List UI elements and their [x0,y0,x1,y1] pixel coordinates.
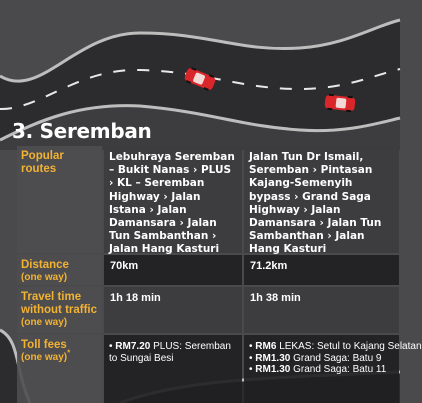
label-distance [17,255,102,285]
page-title: 3. Seremban [12,119,152,143]
route1-tolls [104,335,242,403]
red-car-icon [324,93,356,112]
label-distance-sub: (one way) [21,272,68,283]
route2-toll-desc: Grand Saga: Batu 9 [290,352,382,364]
route2-distance-text: 71.2km [250,260,288,272]
label-travel-time [17,287,102,333]
label-travel-time-text: Travel time without traffic [21,291,98,316]
route2-toll-desc: LEKAS: Setul to Kajang Selatan [276,341,422,352]
route2-toll-desc: Grand Saga: Batu 11 [290,364,387,375]
route1-distance-text: 70km [110,260,139,272]
route2-travel-time-text: 1h 38 min [250,292,301,304]
label-travel-time-sub: (one way) [21,317,68,328]
route2-toll-item [249,341,422,353]
label-toll-fees-text: Toll fees [21,339,67,351]
label-popular-routes [17,146,102,253]
route2-path-text: Jalan Tun Dr Ismail, Seremban › Pintasan Kajang-Semenyih bypass › Grand Saga Highway › Jalan Damansara › Jalan Tun Sambanthan › Jalan Hang Kasturi [249,151,382,256]
route2-travel-time [244,287,399,333]
route1-path-text: Lebuhraya Seremban – Bukit Nanas › PLUS › KL – Seremban Highway › Jalan Istana › Jalan Damansara › Jalan Tun Sambanthan › Jalan Hang Kasturi [109,151,235,256]
route2-tolls [244,335,422,403]
bullet: • [249,352,253,364]
route2-toll-amount: RM1.30 [255,352,291,364]
route2-toll-item [249,353,396,365]
route2-path [244,146,399,256]
route1-travel-time-text: 1h 18 min [110,292,161,304]
bullet: • [109,341,113,352]
label-toll-fees [17,335,102,403]
route2-distance [244,255,399,285]
bullet: • [249,341,253,352]
footnote-mark: * [67,348,71,358]
label-distance-text: Distance [21,259,69,271]
route1-toll-desc: PLUS: Seremban to Sungai Besi [109,341,231,364]
route2-toll-amount: RM1.30 [255,364,291,375]
route2-toll-item [249,364,396,376]
route1-toll-item [109,341,239,364]
route2-toll-amount: RM6 [255,341,277,352]
route1-toll-amount: RM7.20 [115,341,151,352]
route1-travel-time [104,287,242,333]
label-toll-fees-sub: (one way) [21,352,68,363]
bullet: • [249,364,253,375]
route1-path [104,146,242,256]
route1-distance [104,255,242,285]
label-popular-routes-text: Popular routes [21,150,64,175]
